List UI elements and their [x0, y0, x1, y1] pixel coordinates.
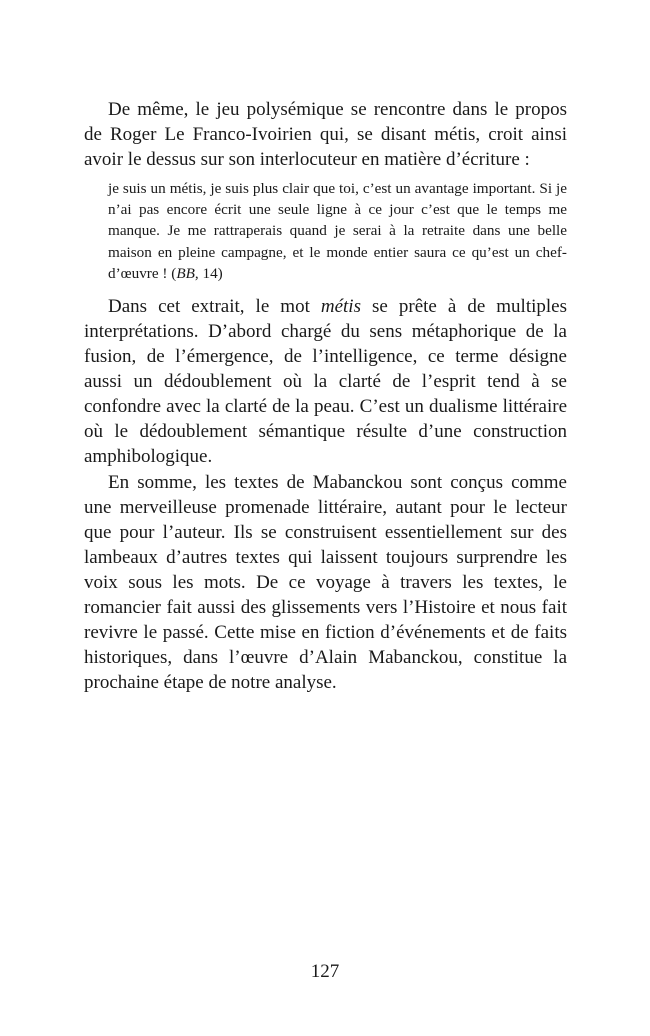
page-number: 127	[310, 961, 340, 982]
quote-text: je suis un métis, je suis plus clair que toi, c’est un avantage important. Si je n’ai pas encore écrit une seule ligne à ce jour c’est que le temps me manque. Je me rattraperais quand je serai à la retraite dans une belle maison en pleine campagne, et le monde entier saura ce qu’est un chef-d’œuvre ! (	[108, 180, 567, 282]
paragraph-analysis	[84, 294, 567, 469]
paragraph-conclusion: En somme, les textes de Mabanckou sont conçus comme une merveilleuse promenade littéraire, autant pour le lecteur que pour l’auteur. Ils se construisent essentiellement sur des lambeaux d’autres textes qui laissent toujours surprendre les voix sous les mots. De ce voyage à travers les textes, le romancier fait aussi des glissements vers l’Histoire et nous fait revivre le passé. Cette mise en fiction d’événements et de faits historiques, dans l’œuvre d’Alain Mabanckou, constitue la prochaine étape de notre analyse.	[84, 472, 567, 694]
paragraph-analysis-after: se prête à de multiples interprétations. D’abord chargé du sens métaphorique de la fusion, de l’émergence, de l’intelligence, ce terme désigne aussi un dédoublement où la clarté de l’esprit tend à se confondre avec la clarté de la peau. C’est un dualisme littéraire où le dédoublement sémantique résulte d’une construction amphibologique.	[84, 296, 567, 468]
block-quote	[108, 178, 567, 284]
paragraph-analysis-before: Dans cet extrait, le mot	[108, 296, 321, 318]
term-metis: métis	[320, 296, 361, 318]
quote-source-title: BB	[176, 264, 195, 282]
page-body	[84, 97, 567, 695]
paragraph-intro: De même, le jeu polysémique se rencontre dans le propos de Roger Le Franco-Ivoirien qui, se disant métis, croit ainsi avoir le dessus sur son interlocuteur en matière d’écriture :	[84, 99, 567, 170]
quote-source-page: , 14)	[194, 264, 223, 282]
